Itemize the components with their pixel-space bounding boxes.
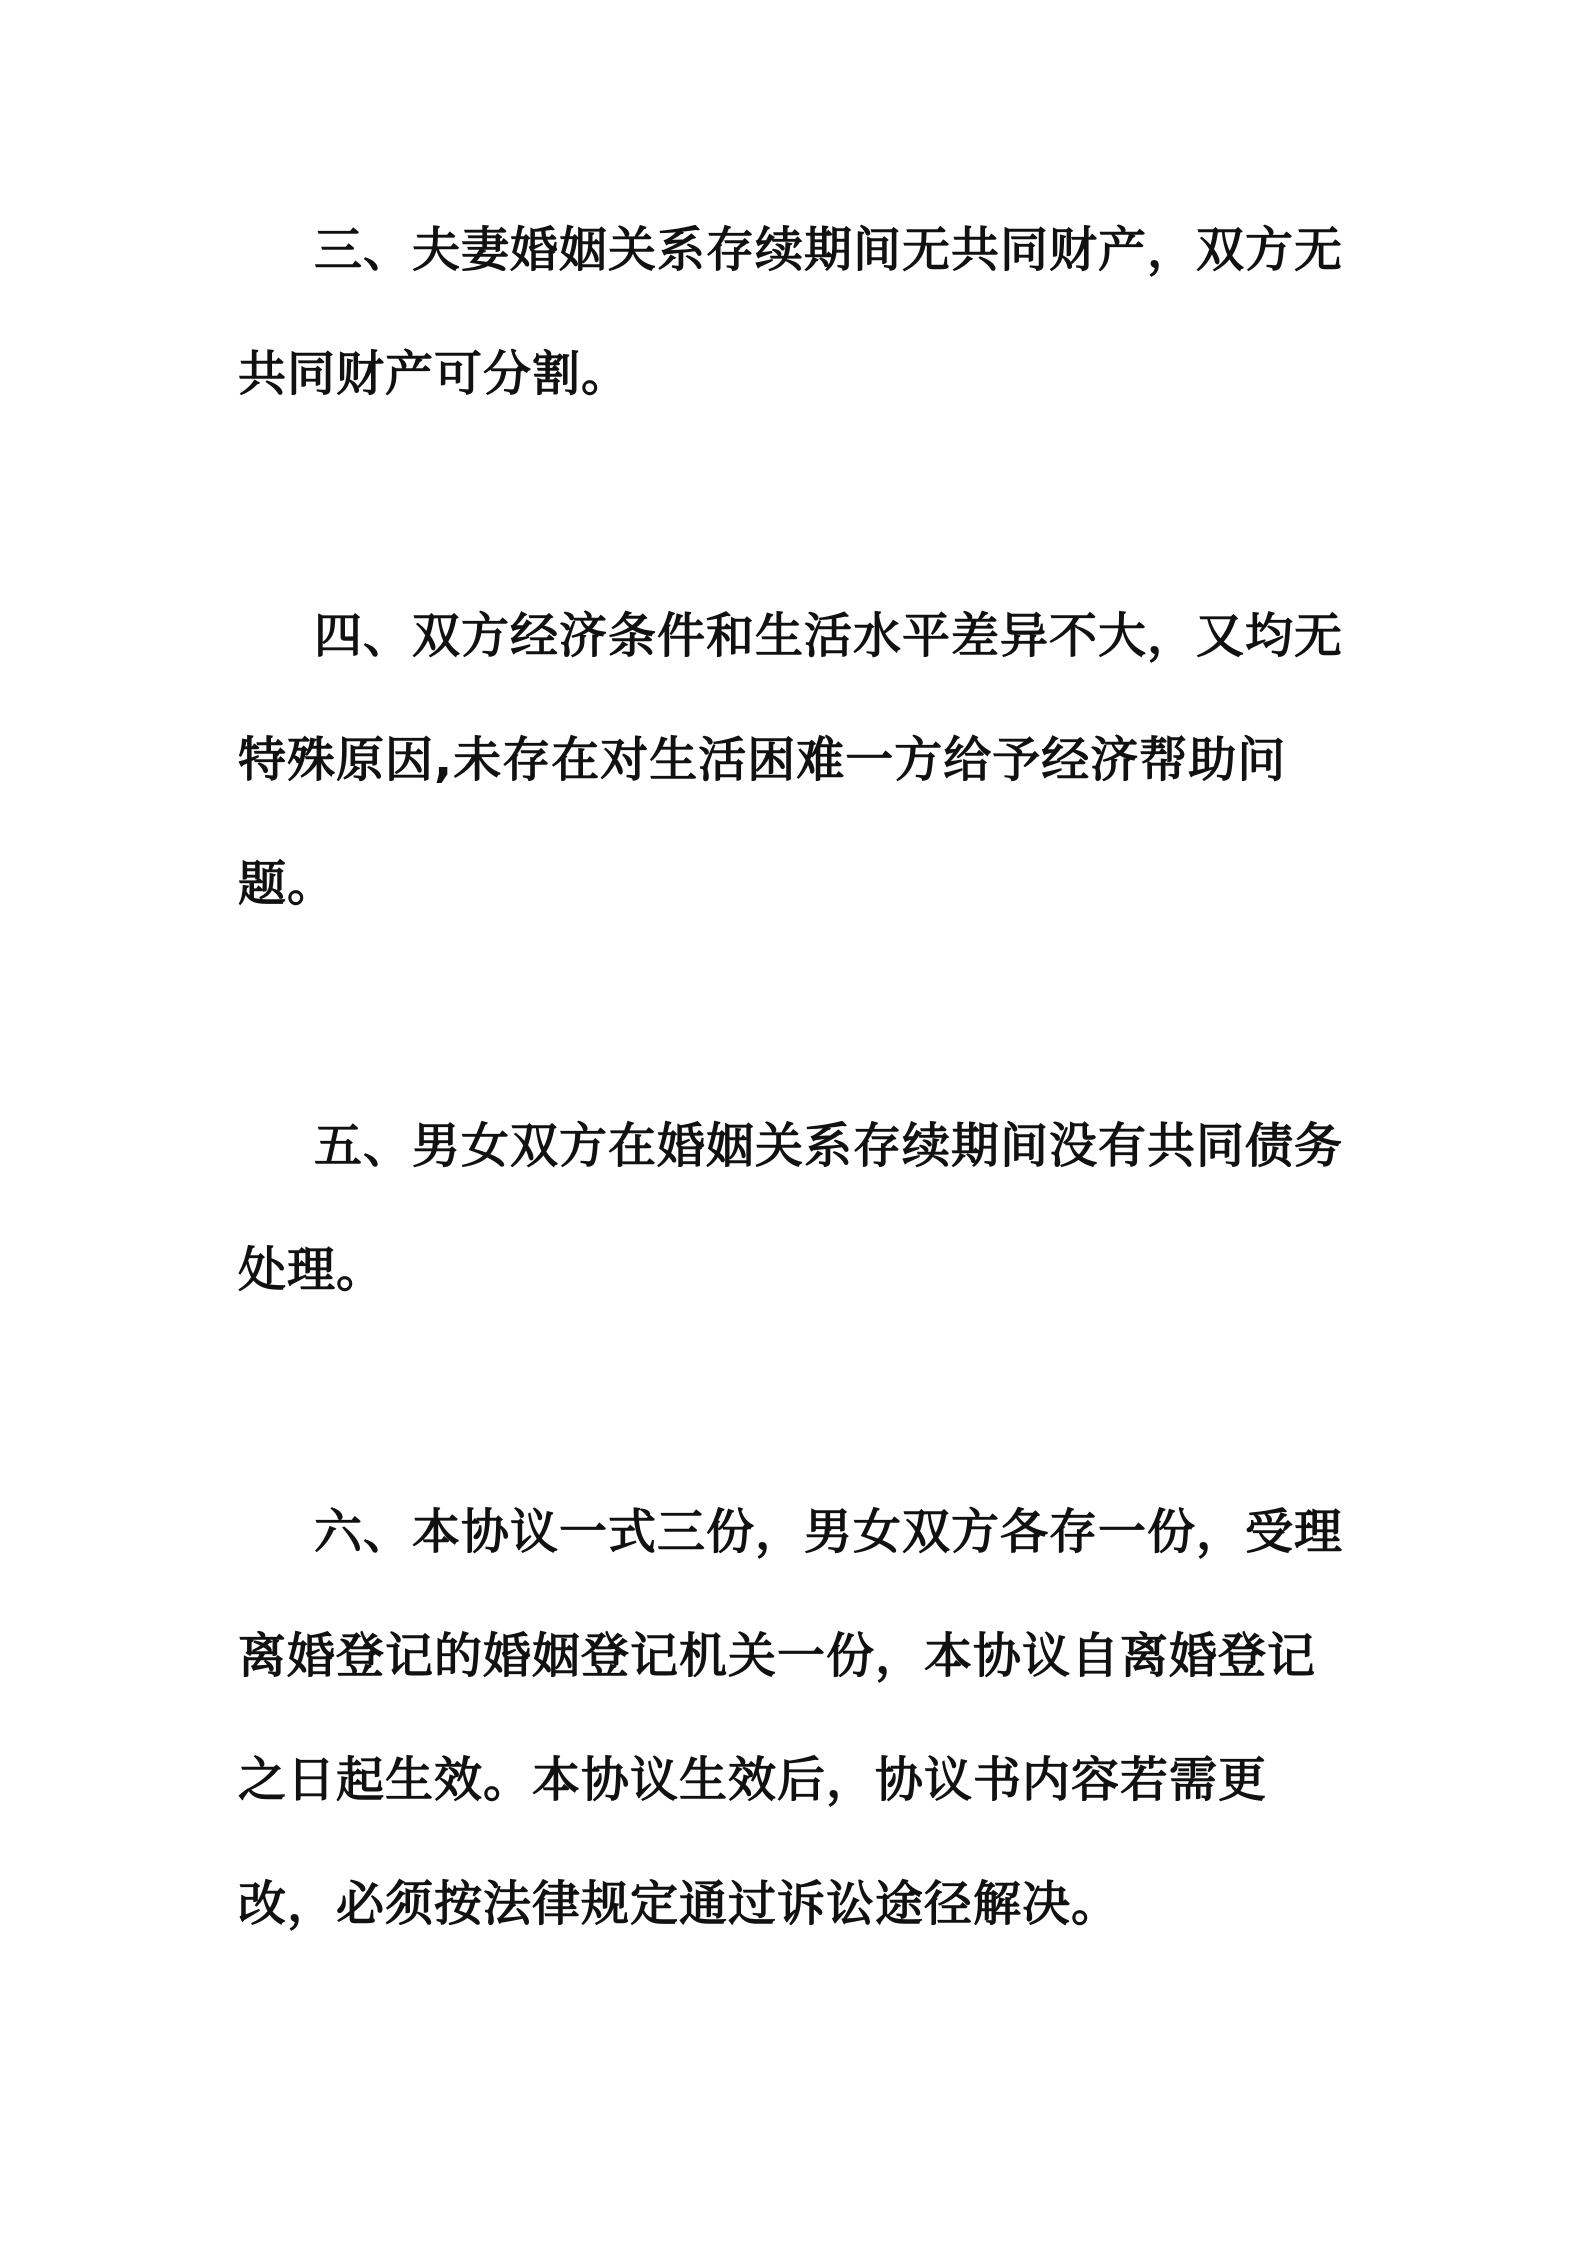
clause-six: 六、本协议一式三份，男女双方各存一份，受理离婚登记的婚姻登记机关一份，本协议自离婚登记之日起生效。本协议生效后，协议书内容若需更改，必须按法律规定通过诉讼途径解决。 <box>238 1504 1344 1932</box>
clause-three: 三、夫妻婚姻关系存续期间无共同财产，双方无共同财产可分割。 <box>238 222 1344 402</box>
clause-five: 五、男女双方在婚姻关系存续期间没有共同债务处理。 <box>238 1118 1344 1298</box>
agreement-clauses <box>238 188 1358 1966</box>
clause-four: 四、双方经济条件和生活水平差异不大，又均无特殊原因,未存在对生活困难一方给予经济帮助问题。 <box>238 608 1344 912</box>
